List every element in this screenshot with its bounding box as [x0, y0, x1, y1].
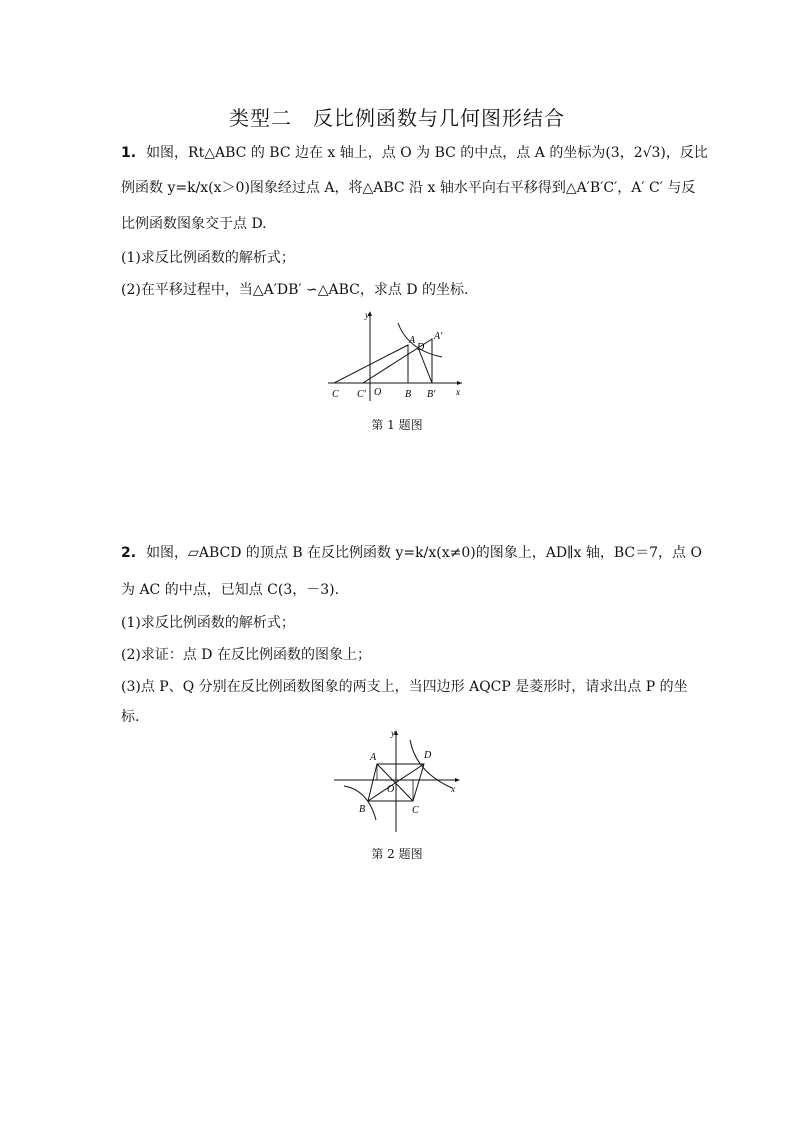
- triangle-abc: [334, 345, 408, 383]
- label-o: O: [374, 387, 382, 398]
- label-c-prime: C′: [357, 389, 366, 400]
- x-axis-arrow-icon: [455, 778, 460, 782]
- label-c: C: [332, 389, 339, 400]
- problem2-number: 2.: [121, 545, 137, 561]
- problem1-question1: (1)求反比例函数的解析式；: [121, 250, 295, 266]
- label-a: A: [370, 752, 377, 763]
- problem1-line1: [121, 143, 708, 163]
- label-b: B: [359, 804, 366, 815]
- problem1-line2: 例函数 y=k/x(x＞0)图象经过点 A，将△ABC 沿 x 轴水平向右平移得到△A′B′C′，A′ C′ 与反: [121, 180, 696, 196]
- label-b-prime: B′: [427, 389, 436, 400]
- label-b: B: [405, 389, 412, 400]
- diagonal-ac: [377, 764, 413, 801]
- label-x: x: [456, 387, 460, 397]
- label-d: D: [424, 750, 432, 761]
- problem2-line2: 为 AC 的中点，已知点 C(3，－3).: [121, 582, 340, 598]
- label-y: y: [365, 310, 369, 320]
- problem2-question2: (2)求证：点 D 在反比例函数的图象上；: [121, 647, 371, 663]
- problem1-number: 1.: [121, 145, 137, 161]
- label-a: A: [409, 335, 416, 346]
- label-x: x: [451, 784, 455, 794]
- problem2-question3-cont: 标.: [121, 709, 140, 725]
- problem1-line3: 比例函数图象交于点 D.: [121, 216, 267, 232]
- segment-db2: [419, 350, 432, 383]
- label-c: C: [412, 805, 419, 816]
- page-title: 类型二 反比例函数与几何图形结合: [229, 106, 565, 130]
- problem2-text1: 如图，▱ABCD 的顶点 B 在反比例函数 y=k/x(x≠0)的图象上，AD∥x 轴，BC＝7，点 O: [146, 545, 702, 561]
- label-o: O: [387, 784, 395, 795]
- problem2-line1: [121, 543, 702, 563]
- figure2-caption: 第 2 题图: [371, 847, 423, 861]
- problem1-question2: (2)在平移过程中，当△A′DB′ ∽△ABC，求点 D 的坐标.: [121, 282, 469, 298]
- label-a-prime: A′: [434, 331, 443, 342]
- problem2-question3: (3)点 P、Q 分别在反比例函数图象的两支上，当四边形 AQCP 是菱形时，请求出点 P 的坐: [121, 679, 688, 695]
- label-d: D: [417, 342, 425, 353]
- figure1-caption: 第 1 题图: [371, 418, 423, 432]
- problem2-question1: (1)求反比例函数的解析式；: [121, 615, 295, 631]
- label-y: y: [391, 728, 395, 738]
- problem1-figure: [320, 305, 470, 405]
- problem2-figure: [330, 728, 465, 836]
- x-axis-arrow-icon: [457, 381, 462, 385]
- problem1-text1: 如图，Rt△ABC 的 BC 边在 x 轴上，点 O 为 BC 的中点，点 A 的坐标为(3，2√3)，反比: [146, 145, 708, 161]
